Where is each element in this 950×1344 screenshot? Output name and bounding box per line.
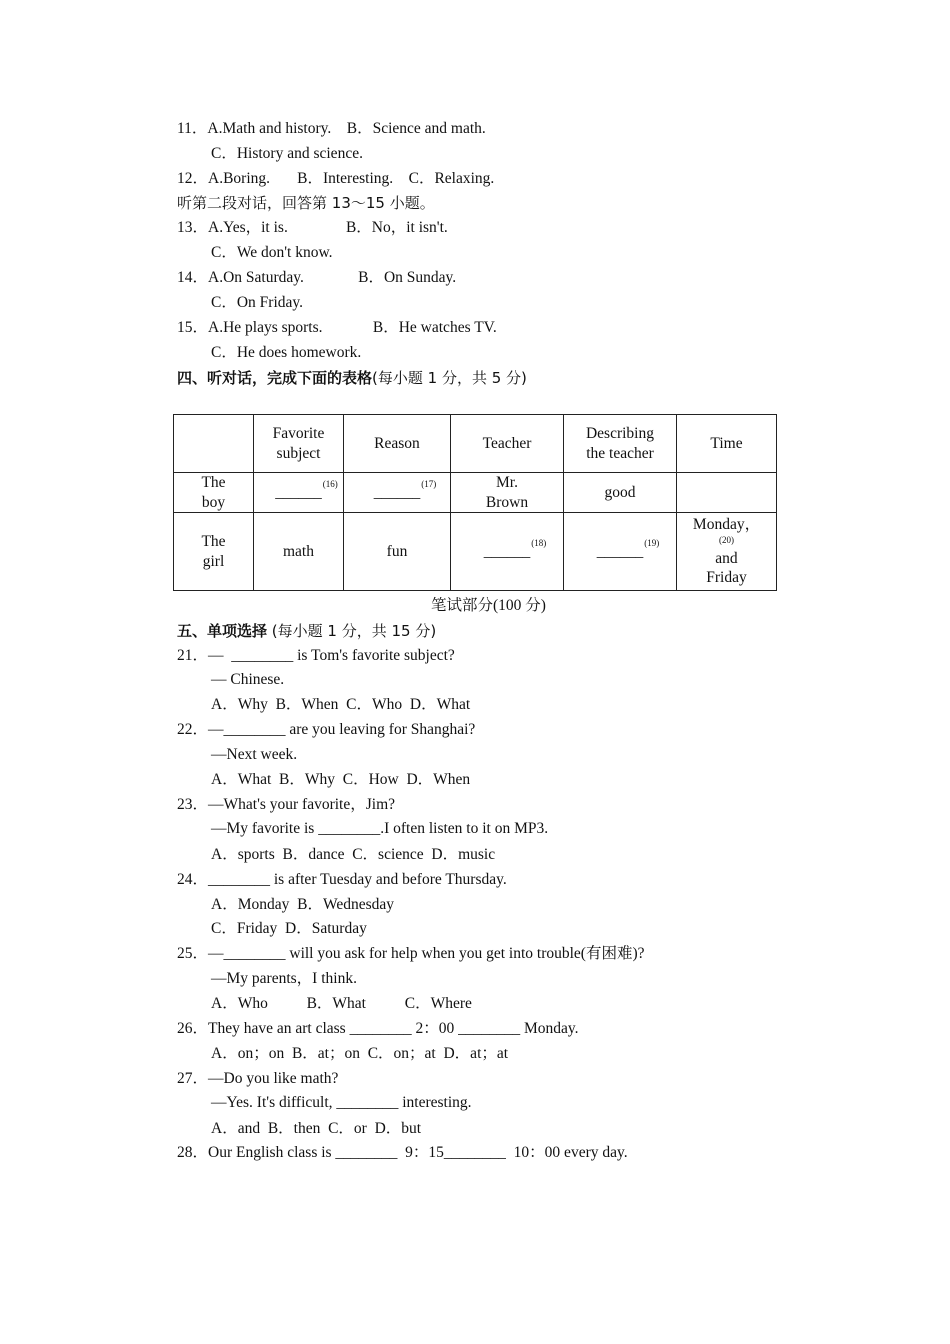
q21-answer: — Chinese.	[211, 671, 285, 688]
q27-options: A．and B．then C．or D．but	[211, 1120, 422, 1137]
q13-line1: 13．A.Yes，it is. B．No，it isn't.	[177, 219, 448, 236]
q27-stem: 27．—Do you like math?	[177, 1070, 339, 1087]
boy-time	[677, 473, 777, 513]
table-header-row	[174, 415, 777, 473]
q11-option-c: C．History and science.	[211, 145, 363, 162]
q25-answer: —My parents，I think.	[211, 970, 357, 987]
blank-18[interactable]: ______ (18)	[451, 513, 564, 591]
row-label-boy: The boy	[174, 473, 254, 513]
q25-stem: 25．—________ will you ask for help when you get into trouble(有困难)?	[177, 945, 645, 962]
boy-teacher: Mr. Brown	[451, 473, 564, 513]
q22-answer: —Next week.	[211, 746, 298, 763]
section-4-points: (每小题 1 分，共 5 分)	[372, 369, 527, 387]
blank-20-time[interactable]	[677, 513, 777, 591]
header-describing: Describing the teacher	[564, 415, 677, 473]
q14-line1: 14．A.On Saturday. B．On Sunday.	[177, 269, 457, 286]
time-friday: Friday	[706, 569, 747, 587]
section-4-heading	[177, 369, 527, 387]
q26-options: A．on；on B．at；on C．on；at D．at；at	[211, 1045, 509, 1062]
blank-19[interactable]: ______ (19)	[564, 513, 677, 591]
header-reason: Reason	[344, 415, 451, 473]
q24-options-cd: C．Friday D．Saturday	[211, 920, 367, 937]
table-row-boy	[174, 473, 777, 513]
q22-options: A．What B．Why C．How D．When	[211, 771, 471, 788]
section-5-title: 五、单项选择	[177, 622, 268, 640]
header-teacher: Teacher	[451, 415, 564, 473]
q11-line1: 11．A.Math and history. B．Science and math.	[177, 120, 486, 137]
written-part-title: 笔试部分(100 分)	[431, 597, 546, 614]
q12: 12．A.Boring. B．Interesting. C．Relaxing.	[177, 170, 495, 187]
q26-stem: 26．They have an art class ________ 2：00 ________ Monday.	[177, 1020, 579, 1037]
time-and: and	[715, 549, 738, 567]
girl-reason: fun	[344, 513, 451, 591]
header-favorite-subject: Favorite subject	[254, 415, 344, 473]
q15-option-c: C．He does homework.	[211, 344, 362, 361]
q25-options: A．Who B．What C．Where	[211, 995, 472, 1012]
row-label-girl: The girl	[174, 513, 254, 591]
q13-option-c: C．We don't know.	[211, 244, 333, 261]
q14-option-c: C．On Friday.	[211, 294, 303, 311]
section-5-heading	[177, 622, 436, 640]
section-5-points: (每小题 1 分，共 15 分)	[267, 622, 437, 640]
table-row-girl	[174, 513, 777, 591]
header-empty	[174, 415, 254, 473]
q27-answer: —Yes. It's difficult, ________ interesting.	[211, 1094, 472, 1111]
girl-subject: math	[254, 513, 344, 591]
time-monday: Monday，	[692, 516, 761, 534]
q15-line1: 15．A.He plays sports. B．He watches TV.	[177, 319, 497, 336]
header-time: Time	[677, 415, 777, 473]
listening-table	[173, 414, 777, 591]
q23-options: A．sports B．dance C．science D．music	[211, 846, 496, 863]
blank-20-number: (20)	[719, 534, 734, 545]
q22-stem: 22．—________ are you leaving for Shanghai?	[177, 721, 476, 738]
q23-answer: —My favorite is ________.I often listen to it on MP3.	[211, 820, 549, 837]
q23-stem: 23．—What's your favorite，Jim?	[177, 796, 396, 813]
q21-options: A．Why B．When C．Who D．What	[211, 696, 471, 713]
q28-stem: 28．Our English class is ________ 9：15________ 10：00 every day.	[177, 1144, 628, 1161]
q21-stem: 21．— ________ is Tom's favorite subject?	[177, 647, 455, 664]
instruction-part2: 听第二段对话，回答第 13～15 小题。	[177, 194, 435, 212]
blank-16[interactable]: ______ (16)	[254, 473, 344, 513]
blank-17[interactable]: ______ (17)	[344, 473, 451, 513]
section-4-title: 四、听对话，完成下面的表格	[177, 369, 373, 387]
boy-describe: good	[564, 473, 677, 513]
q24-stem: 24．________ is after Tuesday and before Thursday.	[177, 871, 507, 888]
q24-options-ab: A．Monday B．Wednesday	[211, 896, 395, 913]
